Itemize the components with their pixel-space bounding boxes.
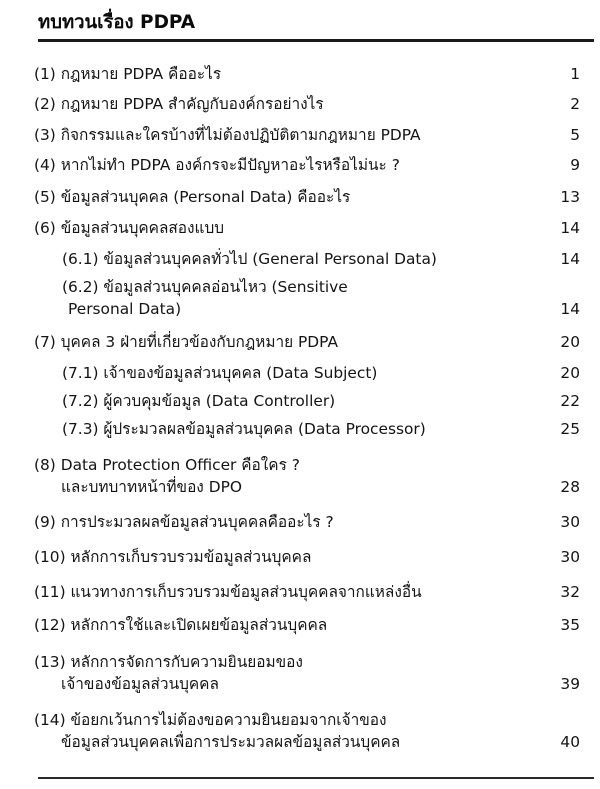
entry-number: (13) <box>34 653 66 671</box>
toc-entry <box>34 580 580 604</box>
entry-page: 30 <box>560 548 580 566</box>
entry-page: 20 <box>560 333 580 351</box>
entry-title: เจ้าของข้อมูลส่วนบุคคล (Data Subject) <box>103 364 378 382</box>
entry-number: (11) <box>34 583 66 601</box>
entry-title: แนวทางการเก็บรวบรวมข้อมูลส่วนบุคคลจากแหล่งอื่น <box>70 583 422 601</box>
entry-page: 28 <box>560 478 580 496</box>
toc-subentry <box>62 389 580 413</box>
entry-number: (5) <box>34 188 56 206</box>
toc-entry <box>34 613 580 637</box>
toc-entry <box>34 185 580 209</box>
toc-entry <box>34 545 580 569</box>
entry-number: (8) <box>34 456 56 474</box>
entry-page: 35 <box>560 616 580 634</box>
entry-number: (14) <box>34 711 66 729</box>
entry-title: Data Protection Officer คือใคร ? <box>60 456 300 474</box>
entry-title: ข้อยกเว้นการไม่ต้องขอความยินยอมจากเจ้าของ <box>70 711 387 729</box>
toc-entry <box>34 123 580 147</box>
entry-page: 14 <box>560 250 580 268</box>
entry-number: (7.2) <box>62 392 99 410</box>
entry-title: ผู้ประมวลผลข้อมูลส่วนบุคคล (Data Processor) <box>103 420 426 438</box>
toc-subentry <box>62 276 580 320</box>
toc-entry <box>34 709 580 753</box>
entry-title: หลักการเก็บรวบรวมข้อมูลส่วนบุคคล <box>70 548 312 566</box>
entry-title-continuation: ข้อมูลส่วนบุคคลเพื่อการประมวลผลข้อมูลส่วนบุคคล <box>61 733 401 751</box>
toc-entry <box>34 510 580 534</box>
entry-title: ผู้ควบคุมข้อมูล (Data Controller) <box>103 392 336 410</box>
entry-page: 2 <box>570 95 580 113</box>
entry-number: (7) <box>34 333 56 351</box>
toc-subentry <box>62 361 580 385</box>
entry-number: (6.1) <box>62 250 99 268</box>
entry-number: (3) <box>34 126 56 144</box>
entry-page: 14 <box>560 219 580 237</box>
entry-title: ข้อมูลส่วนบุคคลสองแบบ <box>60 219 225 237</box>
entry-title-continuation: และบทบาทหน้าที่ของ DPO <box>61 478 242 496</box>
entry-page: 22 <box>560 392 580 410</box>
entry-number: (7.3) <box>62 420 99 438</box>
entry-page: 9 <box>570 156 580 174</box>
entry-title: หากไม่ทำ PDPA องค์กรจะมีปัญหาอะไรหรือไม่นะ ? <box>60 156 400 174</box>
entry-title: ข้อมูลส่วนบุคคลอ่อนไหว (Sensitive <box>103 278 348 296</box>
entry-page: 30 <box>560 513 580 531</box>
entry-page: 25 <box>560 420 580 438</box>
toc-entry <box>34 92 580 116</box>
entry-title-continuation: เจ้าของข้อมูลส่วนบุคคล <box>61 675 219 693</box>
entry-number: (6.2) <box>62 278 99 296</box>
entry-page: 5 <box>570 126 580 144</box>
entry-title: การประมวลผลข้อมูลส่วนบุคคลคืออะไร ? <box>60 513 334 531</box>
toc-entry <box>34 153 580 177</box>
entry-title: กิจกรรมและใครบ้างที่ไม่ต้องปฏิบัติตามกฎหมาย PDPA <box>60 126 421 144</box>
toc-entry <box>34 330 580 354</box>
entry-page: 40 <box>560 733 580 751</box>
entry-page: 20 <box>560 364 580 382</box>
entry-page: 39 <box>560 675 580 693</box>
entry-title: กฎหมาย PDPA สำคัญกับองค์กรอย่างไร <box>60 95 324 113</box>
toc-entry <box>34 62 580 86</box>
entry-page: 14 <box>560 300 580 318</box>
entry-number: (10) <box>34 548 66 566</box>
entry-number: (1) <box>34 65 56 83</box>
entry-title: หลักการใช้และเปิดเผยข้อมูลส่วนบุคคล <box>70 616 328 634</box>
entry-number: (7.1) <box>62 364 99 382</box>
entry-title: ข้อมูลส่วนบุคคล (Personal Data) คืออะไร <box>60 188 351 206</box>
entry-page: 13 <box>560 188 580 206</box>
entry-title: บุคคล 3 ฝ่ายที่เกี่ยวข้องกับกฎหมาย PDPA <box>60 333 338 351</box>
entry-number: (12) <box>34 616 66 634</box>
entry-title: หลักการจัดการกับความยินยอมของ <box>70 653 303 671</box>
entry-number: (2) <box>34 95 56 113</box>
toc-subentry <box>62 417 580 441</box>
entry-page: 32 <box>560 583 580 601</box>
entry-number: (4) <box>34 156 56 174</box>
entry-number: (6) <box>34 219 56 237</box>
entry-title: กฎหมาย PDPA คืออะไร <box>60 65 222 83</box>
page-title: ทบทวนเรื่อง PDPA <box>38 12 196 33</box>
toc-subentry <box>62 247 580 271</box>
toc-entry <box>34 454 580 498</box>
entry-number: (9) <box>34 513 56 531</box>
entry-page: 1 <box>570 65 580 83</box>
toc-entry <box>34 216 580 240</box>
entry-title-continuation: Personal Data) <box>68 300 182 318</box>
toc-entry <box>34 651 580 695</box>
entry-title: ข้อมูลส่วนบุคคลทั่วไป (General Personal Data) <box>103 250 437 268</box>
title-underline <box>38 39 594 42</box>
bottom-rule <box>38 777 594 779</box>
